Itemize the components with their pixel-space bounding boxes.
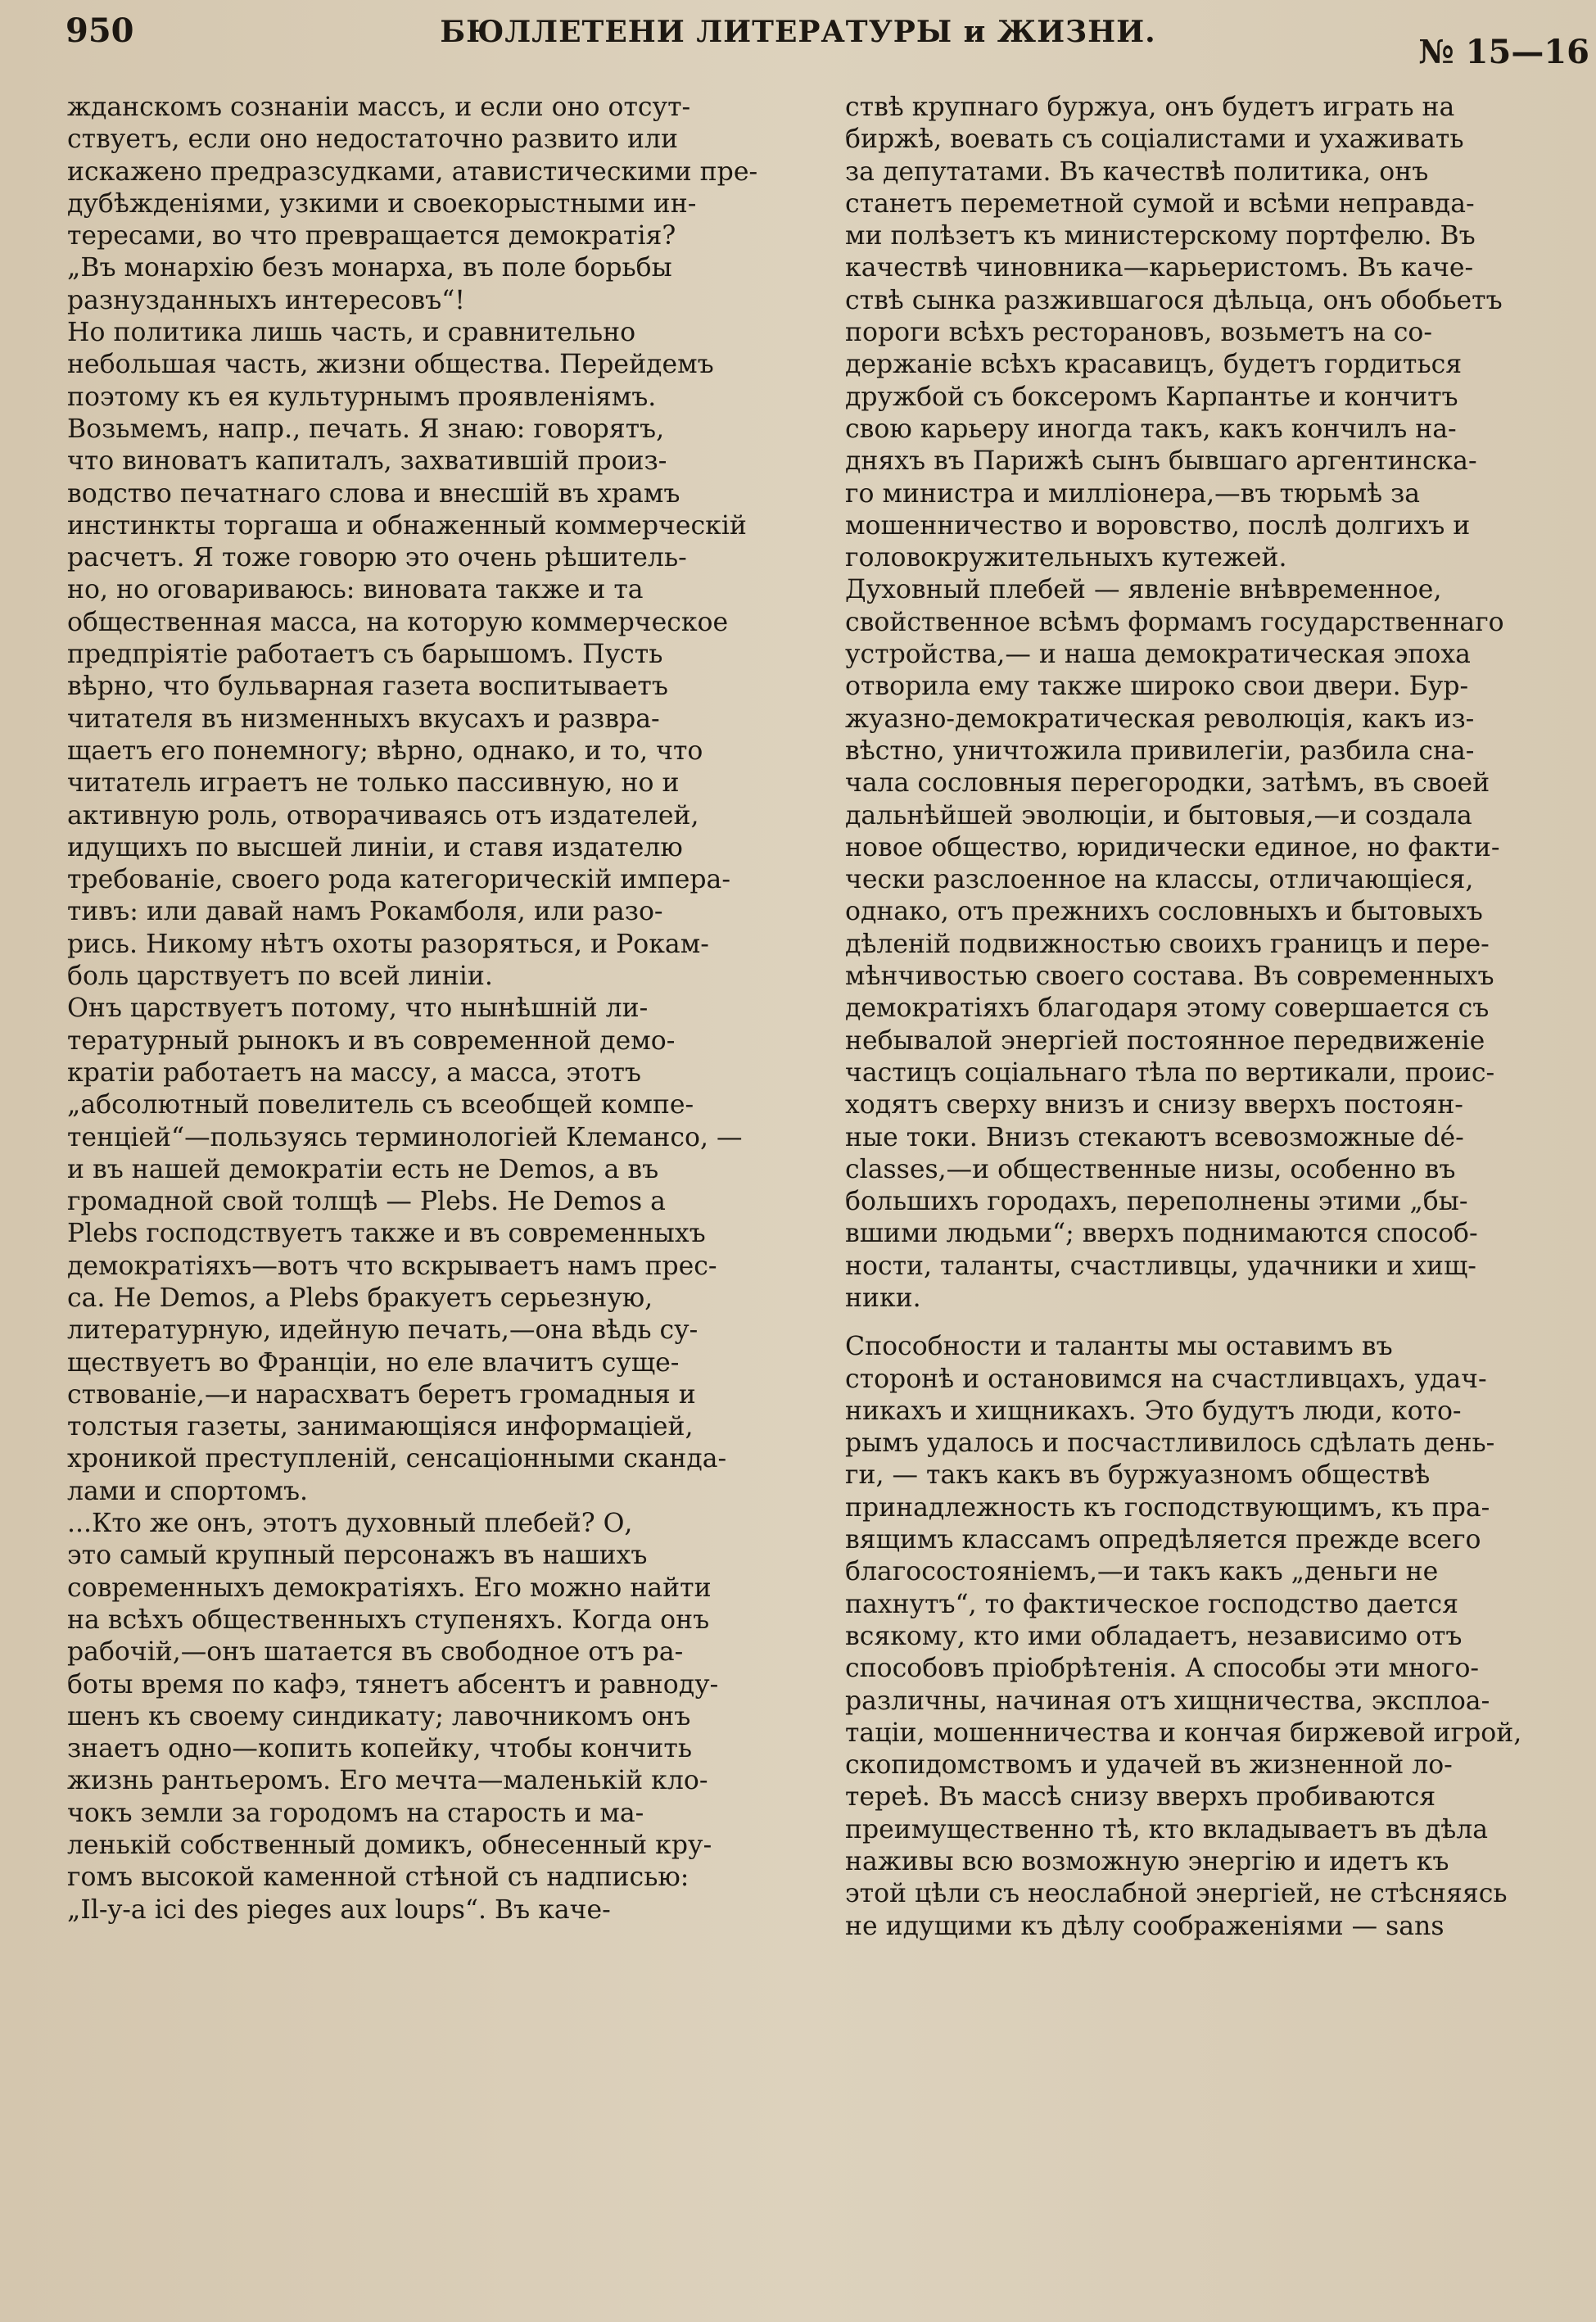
- text-line: дубѣжденіями, узкими и своекорыстными ин-: [67, 188, 697, 219]
- text-line: новое общество, юридически единое, но факти-: [845, 832, 1500, 862]
- text-line: что виноватъ капиталъ, захватившій произ-: [67, 446, 667, 477]
- text-line: и въ нашей демократіи есть не Demos, а въ: [67, 1154, 659, 1184]
- text-line: никахъ и хищникахъ. Это будутъ люди, кото-: [845, 1396, 1462, 1426]
- text-line: благосостояніемъ,—и такъ какъ „деньги не: [845, 1557, 1439, 1587]
- text-line: чала сословныя перегородки, затѣмъ, въ своей: [845, 768, 1490, 799]
- text-line: читателя въ низменныхъ вкусахъ и развра-: [67, 704, 660, 734]
- text-line: станетъ переметной сумой и всѣми неправда-: [845, 188, 1475, 219]
- text-line: тереѣ. Въ массѣ снизу вверхъ пробиваются: [845, 1782, 1436, 1813]
- text-column-right: [845, 92, 1590, 1943]
- text-line: это самый крупный персонажъ въ нашихъ: [67, 1541, 648, 1571]
- text-line: ленькій собственный домикъ, обнесенный кру-: [67, 1831, 712, 1861]
- text-line: большихъ городахъ, переполнены этими „бы-: [845, 1187, 1468, 1217]
- text-line: громадной свой толщѣ — Plebs. Не Demos а: [67, 1187, 666, 1217]
- text-line: ники.: [845, 1283, 921, 1313]
- text-line: этой цѣли съ неослабной энергіей, не стѣсняясь: [845, 1879, 1508, 1909]
- text-line: вящимъ классамъ опредѣляется прежде всего: [845, 1525, 1481, 1555]
- text-line: разнузданныхъ интересовъ“!: [67, 285, 465, 315]
- text-line: держаніе всѣхъ красавицъ, будетъ гордиться: [845, 350, 1463, 380]
- text-column-left: [67, 92, 807, 1926]
- text-line: поэтому къ ея культурнымъ проявленіямъ.: [67, 382, 657, 412]
- text-line: предпріятіе работаетъ съ барышомъ. Пусть: [67, 640, 663, 670]
- text-line: хроникой преступленій, сенсаціонными сканда-: [67, 1444, 727, 1474]
- text-line: ствованіе,—и нарасхватъ беретъ громадныя и: [67, 1379, 696, 1410]
- text-line: ществуетъ во Франціи, но еле влачитъ суще-: [67, 1347, 680, 1378]
- text-line: Онъ царствуетъ потому, что нынѣшній ли-: [67, 994, 649, 1024]
- text-line: мошенничество и воровство, послѣ долгихъ и: [845, 510, 1471, 541]
- text-line: жуазно-демократическая революція, какъ из-: [845, 704, 1475, 734]
- text-line: жизнь рантьеромъ. Его мечта—маленькій кло-: [67, 1766, 708, 1796]
- page-header: [0, 0, 1596, 71]
- text-line: Возьмемъ, напр., печать. Я знаю: говорятъ,: [67, 414, 665, 444]
- text-line: ходятъ сверху внизъ и снизу вверхъ постоян-: [845, 1090, 1463, 1120]
- text-line: рымъ удалось и посчастливилось сдѣлать день-: [845, 1428, 1495, 1459]
- text-line: биржѣ, воевать съ соціалистами и ухаживать: [845, 124, 1464, 155]
- text-line: ...Кто же онъ, этотъ духовный плебей? О,: [67, 1509, 633, 1539]
- text-line: жданскомъ сознаніи массъ, и если оно отсут-: [67, 93, 691, 122]
- text-line: пахнутъ“, то фактическое господство дается: [845, 1589, 1459, 1619]
- text-line: общественная масса, на которую коммерческое: [67, 607, 729, 637]
- text-line: принадлежность къ господствующимъ, къ пра-: [845, 1492, 1490, 1523]
- text-line: Духовный плебей — явленіе внѣвременное,: [845, 575, 1442, 605]
- text-line: рись. Никому нѣтъ охоты разоряться, и Рокам-: [67, 929, 709, 959]
- text-line: преимущественно тѣ, кто вкладываетъ въ дѣла: [845, 1814, 1488, 1844]
- text-line: за депутатами. Въ качествѣ политика, онъ: [845, 156, 1429, 187]
- text-line: инстинкты торгаша и обнаженный коммерческій: [67, 510, 747, 541]
- text-line: но, но оговариваюсь: виновата также и та: [67, 575, 644, 605]
- text-line: вѣрно, что бульварная газета воспитываетъ: [67, 672, 668, 702]
- text-line: тенціей“—пользуясь терминологіей Клемансо, —: [67, 1122, 743, 1152]
- text-line: свойственное всѣмъ формамъ государственнаго: [845, 607, 1504, 637]
- text-line: Но политика лишь часть, и сравнительно: [67, 318, 636, 348]
- text-line: головокружительныхъ кутежей.: [845, 543, 1287, 573]
- text-line: боты время по кафэ, тянетъ абсентъ и равноду-: [67, 1669, 719, 1700]
- text-line: classes,—и общественные низы, особенно въ: [845, 1154, 1456, 1184]
- text-line: рабочій,—онъ шатается въ свободное отъ ра-: [67, 1637, 684, 1668]
- text-line: толстыя газеты, занимающіяся информаціей,: [67, 1412, 694, 1442]
- issue-number: № 15—16: [1418, 33, 1589, 71]
- text-line: ги, — такъ какъ въ буржуазномъ обществѣ: [845, 1460, 1431, 1491]
- text-line: ствуетъ, если оно недостаточно развито или: [67, 124, 679, 155]
- text-line: дальнѣйшей эволюціи, и бытовыя,—и создала: [845, 800, 1472, 831]
- text-line: сторонѣ и остановимся на счастливцахъ, удач-: [845, 1364, 1487, 1394]
- text-line: ности, таланты, счастливцы, удачники и хищ-: [845, 1251, 1476, 1281]
- text-line: устройства,— и наша демократическая эпоха: [845, 640, 1471, 670]
- text-line: пороги всѣхъ ресторановъ, возьметъ на со-: [845, 318, 1433, 348]
- text-line: активную роль, отворачиваясь отъ издателей,: [67, 800, 699, 831]
- text-line: небывалой энергіей постоянное передвиженіе: [845, 1025, 1485, 1056]
- text-line: однако, отъ прежнихъ сословныхъ и бытовыхъ: [845, 897, 1483, 927]
- text-line: читатель играетъ не только пассивную, но и: [67, 768, 680, 799]
- text-line: го министра и милліонера,—въ тюрьмѣ за: [845, 478, 1421, 509]
- text-line: требованіе, своего рода категорическій импера-: [67, 865, 730, 895]
- text-line: гомъ высокой каменной стѣной съ надписью:: [67, 1863, 689, 1893]
- text-line: способовъ пріобрѣтенія. А способы эти много-: [845, 1654, 1480, 1684]
- text-line: качествѣ чиновника—карьеристомъ. Въ каче-: [845, 253, 1474, 283]
- text-line: водство печатнаго слова и внесшій въ храмъ: [67, 478, 680, 509]
- text-line: щаетъ его понемногу; вѣрно, однако, и то, что: [67, 736, 703, 766]
- text-line: тивъ: или давай намъ Рокамболя, или разо-: [67, 897, 663, 927]
- text-line: ные токи. Внизъ стекаютъ всевозможные dé-: [845, 1122, 1464, 1152]
- text-line: „Въ монархію безъ монарха, въ поле борьбы: [67, 253, 672, 283]
- text-line: таціи, мошенничества и кончая биржевой игрой,: [845, 1718, 1522, 1748]
- text-line: современныхъ демократіяхъ. Его можно найти: [67, 1573, 712, 1603]
- text-line: тературный рынокъ и въ современной демо-: [67, 1025, 676, 1056]
- text-line: демократіяхъ благодаря этому совершается съ: [845, 994, 1490, 1024]
- text-line: литературную, идейную печать,—она вѣдь су-: [67, 1315, 699, 1346]
- text-line: дѣленій подвижностью своихъ границъ и пере-: [845, 929, 1490, 959]
- running-title: БЮЛЛЕТЕНИ ЛИТЕРАТУРЫ и ЖИЗНИ.: [440, 15, 1156, 49]
- text-line: боль царствуетъ по всей линіи.: [67, 962, 493, 992]
- text-line: „Il-y-a ici des pieges aux loups“. Въ каче-: [67, 1894, 611, 1925]
- text-line: различны, начиная отъ хищничества, эксплоа-: [845, 1686, 1490, 1716]
- text-line: дняхъ въ Парижѣ сынъ бывшаго аргентинска-: [845, 446, 1477, 477]
- text-line: ми полѣзетъ къ министерскому портфелю. Въ: [845, 221, 1476, 251]
- text-line: не идущими къ дѣлу соображеніями — sans: [845, 1911, 1445, 1941]
- text-line: на всѣхъ общественныхъ ступеняхъ. Когда онъ: [67, 1605, 710, 1635]
- text-line: тересами, во что превращается демократія?: [67, 221, 676, 251]
- text-line: наживы всю возможную энергію и идетъ къ: [845, 1847, 1449, 1877]
- text-line: Способности и таланты мы оставимъ въ: [845, 1332, 1393, 1362]
- text-line: небольшая часть, жизни общества. Перейдемъ: [67, 350, 714, 380]
- text-line: демократіяхъ—вотъ что вскрываетъ намъ прес-: [67, 1251, 717, 1281]
- text-line: вѣстно, уничтожила привилегіи, разбила сна-: [845, 736, 1475, 766]
- text-line: мѣнчивостью своего состава. Въ современныхъ: [845, 962, 1494, 992]
- text-line: вшими людьми“; вверхъ поднимаются способ-: [845, 1219, 1478, 1249]
- text-line: расчетъ. Я тоже говорю это очень рѣшитель-: [67, 543, 687, 573]
- text-line: са. Не Demos, а Plebs бракуетъ серьезную,: [67, 1283, 653, 1313]
- text-line: Plebs господствуетъ также и въ современныхъ: [67, 1219, 706, 1249]
- text-line: свою карьеру иногда такъ, какъ кончилъ на-: [845, 414, 1457, 444]
- text-line: [845, 1315, 1590, 1331]
- text-line: искажено предразсудками, атавистическими пре-: [67, 156, 758, 187]
- page-number: 950: [66, 11, 134, 50]
- text-line: ствѣ сынка разжившагося дѣльца, онъ обобьетъ: [845, 285, 1503, 315]
- text-line: знаетъ одно—копить копейку, чтобы кончить: [67, 1734, 692, 1764]
- text-line: ствѣ крупнаго буржуа, онъ будетъ играть на: [845, 93, 1455, 122]
- text-line: скопидомствомъ и удачей въ жизненной ло-: [845, 1750, 1453, 1781]
- text-line: отворила ему также широко свои двери. Бур-: [845, 672, 1469, 702]
- text-line: кратіи работаетъ на массу, а масса, этотъ: [67, 1057, 641, 1088]
- text-line: всякому, кто ими обладаетъ, независимо отъ: [845, 1621, 1463, 1651]
- text-line: дружбой съ боксеромъ Карпантье и кончитъ: [845, 382, 1458, 412]
- text-line: шенъ къ своему синдикату; лавочникомъ онъ: [67, 1701, 691, 1731]
- text-line: чески разслоенное на классы, отличающіеся,: [845, 865, 1474, 895]
- text-line: „абсолютный повелитель съ всеобщей компе-: [67, 1090, 694, 1120]
- text-line: частицъ соціальнаго тѣла по вертикали, проис-: [845, 1057, 1495, 1088]
- text-line: идущихъ по высшей линіи, и ставя издателю: [67, 832, 683, 862]
- text-line: лами и спортомъ.: [67, 1476, 309, 1506]
- text-line: чокъ земли за городомъ на старость и ма-: [67, 1798, 644, 1828]
